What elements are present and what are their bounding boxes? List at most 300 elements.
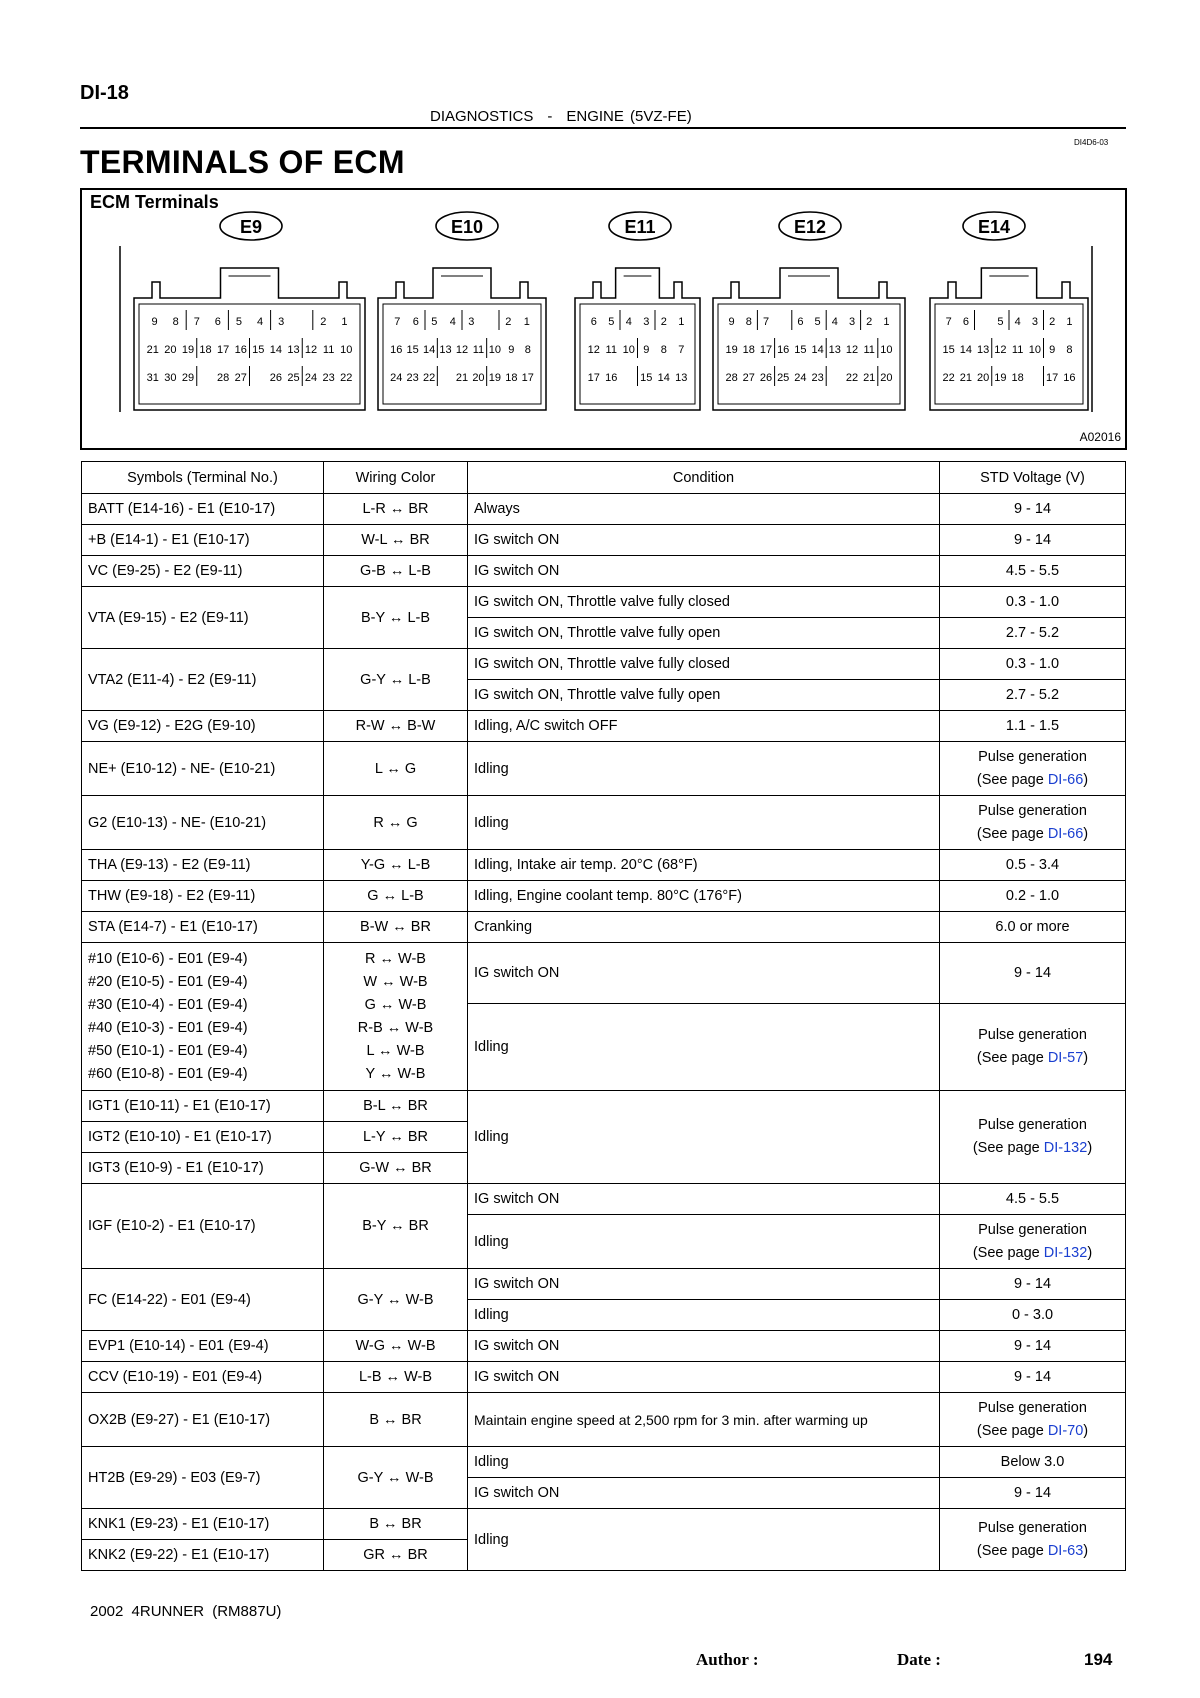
pin-number: 1 (523, 316, 530, 328)
see-page-text: (See page (972, 1140, 1044, 1156)
see-page-text: (See page (976, 771, 1048, 788)
table-row (82, 1362, 1126, 1393)
pulse-text: Pulse generation (978, 1399, 1087, 1416)
cell-voltage: 9 - 14 (940, 943, 1126, 1004)
cell-wire: L-R ↔ BR (324, 494, 468, 525)
doc-code: DI4D6-03 (1074, 138, 1109, 147)
pin-number: 28 (725, 372, 738, 384)
connector-label-e11: E11 (624, 217, 656, 237)
footer-model: 2002 4RUNNER (RM887U) (90, 1603, 282, 1620)
injector-wire: R ↔ W-B (365, 950, 426, 967)
pin-number: 13 (439, 344, 452, 356)
pin-number: 16 (1063, 372, 1076, 384)
cell-symbol: IGF (E10-2) - E1 (E10-17) (82, 1184, 324, 1269)
cell-voltage (940, 1004, 1126, 1091)
pin-number: 9 (508, 344, 515, 356)
cell-wire: B-W ↔ BR (324, 912, 468, 943)
cell-symbol: CCV (E10-19) - E01 (E9-4) (82, 1362, 324, 1393)
cell-condition: IG switch ON (468, 1362, 940, 1393)
table-row (82, 943, 1126, 1004)
cell-voltage: 9 - 14 (940, 1362, 1126, 1393)
cell-voltage (940, 796, 1126, 850)
table-row (82, 587, 1126, 618)
cell-wire: W-G ↔ W-B (324, 1331, 468, 1362)
cell-condition: Maintain engine speed at 2,500 rpm for 3 min. after warming up (468, 1393, 940, 1447)
pin-number: 5 (608, 316, 615, 328)
header-separator: - (547, 108, 553, 125)
page-link[interactable]: DI-66 (1047, 771, 1084, 788)
cell-condition: Idling (468, 796, 940, 850)
ecm-terminals-figure (80, 188, 1127, 450)
cell-symbol: OX2B (E9-27) - E1 (E10-17) (82, 1393, 324, 1447)
cell-voltage (940, 1393, 1126, 1447)
pin-number: 10 (488, 344, 502, 356)
table-row (82, 525, 1126, 556)
pin-number: 15 (252, 344, 265, 356)
injector-wire: R-B ↔ W-B (357, 1019, 434, 1036)
table-row (82, 711, 1126, 742)
page-link[interactable]: DI-66 (1047, 825, 1084, 842)
cell-voltage (940, 742, 1126, 796)
cell-symbol: G2 (E10-13) - NE- (E10-21) (82, 796, 324, 850)
pin-number: 29 (181, 372, 195, 384)
cell-condition: IG switch ON (468, 943, 940, 1004)
cell-condition: IG switch ON, Throttle valve fully open (468, 618, 940, 649)
pin-number: 8 (660, 344, 667, 356)
injector-symbol: #60 (E10-8) - E01 (E9-4) (88, 1065, 248, 1082)
pin-number: 10 (880, 344, 893, 356)
page-number: 194 (1084, 1650, 1113, 1669)
cell-voltage: 0 - 3.0 (940, 1300, 1126, 1331)
cell-voltage: 0.5 - 3.4 (940, 850, 1126, 881)
cell-symbol: IGT3 (E10-9) - E1 (E10-17) (82, 1153, 324, 1184)
cell-wire: G-W ↔ BR (324, 1153, 468, 1184)
pin-number: 15 (942, 344, 955, 356)
table-row (82, 1091, 1126, 1122)
pin-number: 12 (845, 344, 859, 356)
pin-number: 10 (340, 344, 353, 356)
pin-number: 17 (217, 344, 230, 356)
date-label: Date : (897, 1650, 941, 1669)
page-link[interactable]: DI-63 (1047, 1542, 1084, 1559)
see-page-text: (See page (976, 1050, 1048, 1066)
pin-number: 31 (146, 372, 159, 384)
cell-voltage: 9 - 14 (940, 1269, 1126, 1300)
pin-number: 17 (587, 372, 600, 384)
cell-wire (324, 943, 468, 1091)
col-header-symbols: Symbols (Terminal No.) (82, 462, 324, 494)
table-row (82, 912, 1126, 943)
pin-number: 10 (622, 344, 635, 356)
pin-number: 4 (831, 316, 838, 328)
injector-symbol: #50 (E10-1) - E01 (E9-4) (88, 1042, 248, 1059)
running-header (430, 108, 692, 125)
cell-wire: W-L ↔ BR (324, 525, 468, 556)
injector-symbol: #40 (E10-3) - E01 (E9-4) (88, 1019, 248, 1036)
pin-number: 12 (304, 344, 318, 356)
cell-condition: Idling, Intake air temp. 20°C (68°F) (468, 850, 940, 881)
cell-wire: L ↔ G (324, 742, 468, 796)
pin-number: 10 (1028, 344, 1041, 356)
pin-number: 27 (742, 372, 755, 384)
page-link[interactable]: DI-70 (1047, 1422, 1084, 1439)
cell-symbol: VC (E9-25) - E2 (E9-11) (82, 556, 324, 587)
pin-number: 18 (199, 344, 212, 356)
header-rule (80, 127, 1126, 129)
pin-number: 6 (797, 316, 804, 328)
injector-wire: G ↔ W-B (364, 996, 427, 1013)
pin-number: 24 (304, 372, 318, 384)
pin-number: 8 (524, 344, 531, 356)
cell-condition: Idling (468, 742, 940, 796)
pin-number: 18 (1011, 372, 1024, 384)
pin-number: 21 (146, 344, 159, 356)
pin-number: 4 (1014, 316, 1021, 328)
pin-number: 20 (164, 344, 177, 356)
cell-symbol: THA (E9-13) - E2 (E9-11) (82, 850, 324, 881)
pin-number: 16 (234, 344, 247, 356)
pin-number: 8 (745, 316, 752, 328)
table-row (82, 881, 1126, 912)
pin-number: 19 (994, 372, 1007, 384)
cell-wire: B ↔ BR (324, 1509, 468, 1540)
close-paren: ) (1083, 825, 1089, 842)
cell-wire: B-Y ↔ L-B (324, 587, 468, 649)
cell-symbol: HT2B (E9-29) - E03 (E9-7) (82, 1447, 324, 1509)
cell-symbol: VG (E9-12) - E2G (E9-10) (82, 711, 324, 742)
header-section: DIAGNOSTICS (430, 108, 534, 125)
connector-body-e12 (713, 268, 905, 410)
pin-number: 13 (287, 344, 300, 356)
pin-number: 27 (234, 372, 247, 384)
cell-condition: Cranking (468, 912, 940, 943)
cell-wire: B ↔ BR (324, 1393, 468, 1447)
cell-voltage (940, 1091, 1126, 1184)
pin-number: 2 (320, 316, 327, 328)
pin-number: 24 (794, 372, 807, 384)
pin-number: 3 (468, 316, 475, 328)
cell-voltage (940, 1215, 1126, 1269)
cell-symbol: STA (E14-7) - E1 (E10-17) (82, 912, 324, 943)
pin-number: 6 (962, 316, 969, 328)
connector-body-e10 (378, 268, 546, 410)
see-page-text: (See page (972, 1244, 1044, 1261)
cell-condition: Idling (468, 1509, 940, 1571)
pin-number: 7 (945, 316, 952, 328)
cell-symbol: KNK1 (E9-23) - E1 (E10-17) (82, 1509, 324, 1540)
cell-wire: L-Y ↔ BR (324, 1122, 468, 1153)
pin-number: 22 (422, 372, 436, 384)
cell-symbol: NE+ (E10-12) - NE- (E10-21) (82, 742, 324, 796)
close-paren: ) (1087, 1244, 1093, 1261)
cell-condition: IG switch ON (468, 525, 940, 556)
cell-condition: IG switch ON, Throttle valve fully closed (468, 649, 940, 680)
pin-number: 18 (505, 372, 518, 384)
pin-number: 22 (942, 372, 955, 384)
injector-wire: W ↔ W-B (363, 973, 428, 990)
cell-condition: Idling, A/C switch OFF (468, 711, 940, 742)
pin-number: 3 (848, 316, 856, 328)
pin-number: 20 (880, 372, 893, 384)
cell-voltage: 4.5 - 5.5 (940, 556, 1126, 587)
cell-wire: G-Y ↔ W-B (324, 1269, 468, 1331)
pin-number: 4 (256, 316, 264, 328)
table-row (82, 1269, 1126, 1300)
close-paren: ) (1087, 1140, 1093, 1156)
pin-number: 1 (341, 316, 348, 328)
pin-number: 7 (678, 344, 685, 356)
connector-label-e12: E12 (793, 217, 827, 237)
cell-condition: IG switch ON (468, 1269, 940, 1300)
pin-number: 14 (959, 344, 972, 356)
pin-number: 28 (217, 372, 230, 384)
pin-number: 5 (814, 316, 821, 328)
ecm-terminal-table (81, 461, 1126, 1571)
connector-diagram (82, 190, 1125, 448)
cell-voltage: 1.1 - 1.5 (940, 711, 1126, 742)
pin-number: 20 (977, 372, 990, 384)
pin-number: 8 (1066, 344, 1073, 356)
author-label: Author : (696, 1650, 759, 1669)
pin-number: 13 (828, 344, 841, 356)
page-link[interactable]: DI-132 (1043, 1244, 1088, 1261)
cell-condition: Idling (468, 1004, 940, 1091)
cell-wire: G-Y ↔ W-B (324, 1447, 468, 1509)
pin-number: 9 (1049, 344, 1056, 356)
table-header-row (82, 462, 1126, 494)
table-row (82, 1447, 1126, 1478)
page-title: TERMINALS OF ECM (80, 144, 405, 180)
pin-number: 5 (431, 316, 438, 328)
pin-number: 19 (725, 344, 738, 356)
close-paren: ) (1083, 1422, 1089, 1439)
cell-wire: B-L ↔ BR (324, 1091, 468, 1122)
pin-number: 21 (455, 372, 469, 384)
pin-number: 6 (214, 316, 221, 328)
pin-number: 1 (1066, 316, 1073, 328)
pulse-text: Pulse generation (978, 1519, 1087, 1536)
cell-condition: Always (468, 494, 940, 525)
pin-number: 16 (605, 372, 618, 384)
page-link[interactable]: DI-132 (1043, 1140, 1088, 1156)
pin-number: 20 (472, 372, 485, 384)
cell-condition: Idling (468, 1300, 940, 1331)
connector-label-e9: E9 (239, 217, 263, 237)
cell-condition: IG switch ON (468, 556, 940, 587)
pin-number: 19 (488, 372, 502, 384)
cell-symbol: VTA2 (E11-4) - E2 (E9-11) (82, 649, 324, 711)
cell-voltage: 9 - 14 (940, 1478, 1126, 1509)
cell-wire: L-B ↔ W-B (324, 1362, 468, 1393)
cell-voltage (940, 1509, 1126, 1571)
cell-wire: R ↔ G (324, 796, 468, 850)
pin-number: 13 (977, 344, 990, 356)
pulse-text: Pulse generation (978, 1027, 1087, 1043)
cell-wire: GR ↔ BR (324, 1540, 468, 1571)
pin-number: 23 (322, 372, 335, 384)
pin-number: 11 (863, 344, 875, 356)
page-id: DI-18 (80, 82, 129, 104)
cell-voltage: 2.7 - 5.2 (940, 680, 1126, 711)
cell-voltage: 4.5 - 5.5 (940, 1184, 1126, 1215)
header-subsection: ENGINE (5VZ-FE) (566, 108, 692, 125)
pin-number: 15 (794, 344, 807, 356)
pin-number: 1 (678, 316, 685, 328)
pin-number: 5 (997, 316, 1004, 328)
table-row (82, 649, 1126, 680)
pin-number: 23 (811, 372, 824, 384)
pin-number: 12 (994, 344, 1007, 356)
page-link[interactable]: DI-57 (1047, 1050, 1084, 1066)
pin-number: 22 (845, 372, 859, 384)
pin-number: 12 (587, 344, 600, 356)
pin-number: 30 (164, 372, 177, 384)
cell-symbol (82, 943, 324, 1091)
pin-number: 17 (1046, 372, 1059, 384)
cell-symbol: +B (E14-1) - E1 (E10-17) (82, 525, 324, 556)
pin-number: 5 (235, 316, 243, 328)
injector-wire: Y ↔ W-B (365, 1065, 426, 1082)
cell-symbol: IGT2 (E10-10) - E1 (E10-17) (82, 1122, 324, 1153)
pin-number: 13 (675, 372, 688, 384)
pin-number: 17 (521, 372, 534, 384)
close-paren: ) (1083, 771, 1089, 788)
pin-number: 9 (728, 316, 735, 328)
cell-voltage: 9 - 14 (940, 1331, 1126, 1362)
cell-voltage: 0.3 - 1.0 (940, 649, 1126, 680)
pin-number: 9 (643, 344, 650, 356)
connector-label-e10: E10 (450, 217, 484, 237)
cell-symbol: EVP1 (E10-14) - E01 (E9-4) (82, 1331, 324, 1362)
connector-body-e14 (930, 268, 1088, 410)
injector-symbol: #10 (E10-6) - E01 (E9-4) (88, 950, 248, 967)
pin-number: 16 (777, 344, 790, 356)
pin-number: 1 (883, 316, 890, 328)
table-row (82, 494, 1126, 525)
pulse-text: Pulse generation (978, 1221, 1087, 1238)
cell-voltage: 9 - 14 (940, 525, 1126, 556)
cell-symbol: KNK2 (E9-22) - E1 (E10-17) (82, 1540, 324, 1571)
pin-number: 3 (643, 316, 650, 328)
pin-number: 24 (390, 372, 403, 384)
pin-number: 6 (590, 316, 597, 328)
cell-wire: G-Y ↔ L-B (324, 649, 468, 711)
pin-number: 7 (762, 316, 770, 328)
cell-condition: IG switch ON (468, 1184, 940, 1215)
pin-number: 14 (657, 372, 670, 384)
pin-number: 11 (605, 344, 617, 356)
pin-number: 19 (181, 344, 195, 356)
cell-voltage: 9 - 14 (940, 494, 1126, 525)
cell-wire: R-W ↔ B-W (324, 711, 468, 742)
cell-symbol: BATT (E14-16) - E1 (E10-17) (82, 494, 324, 525)
col-header-voltage: STD Voltage (V) (940, 462, 1126, 494)
table-row (82, 1509, 1126, 1540)
table-row (82, 850, 1126, 881)
pin-number: 21 (863, 372, 876, 384)
pin-number: 2 (660, 316, 667, 328)
table-row (82, 556, 1126, 587)
close-paren: ) (1083, 1542, 1089, 1559)
pin-number: 26 (759, 372, 773, 384)
table-row (82, 796, 1126, 850)
pin-number: 2 (505, 316, 512, 328)
injector-wire: L ↔ W-B (366, 1042, 425, 1059)
pin-number: 15 (640, 372, 653, 384)
cell-wire: B-Y ↔ BR (324, 1184, 468, 1269)
pin-number: 9 (151, 316, 158, 328)
pin-number: 11 (322, 344, 335, 356)
cell-voltage: 0.3 - 1.0 (940, 587, 1126, 618)
pin-number: 7 (394, 316, 401, 328)
pin-number: 14 (422, 344, 436, 356)
see-page-text: (See page (976, 825, 1048, 842)
cell-condition: IG switch ON (468, 1331, 940, 1362)
see-page-text: (See page (976, 1542, 1048, 1559)
pin-number: 11 (472, 344, 485, 356)
table-row (82, 1331, 1126, 1362)
cell-voltage: 6.0 or more (940, 912, 1126, 943)
pin-number: 2 (866, 316, 873, 328)
pin-number: 11 (1011, 344, 1024, 356)
pin-number: 25 (777, 372, 790, 384)
cell-symbol: IGT1 (E10-11) - E1 (E10-17) (82, 1091, 324, 1122)
connector-label-e14: E14 (977, 217, 1011, 237)
close-paren: ) (1083, 1050, 1089, 1066)
col-header-wiring: Wiring Color (324, 462, 468, 494)
cell-wire: G-B ↔ L-B (324, 556, 468, 587)
pin-number: 3 (1031, 316, 1038, 328)
cell-symbol: VTA (E9-15) - E2 (E9-11) (82, 587, 324, 649)
cell-voltage: 0.2 - 1.0 (940, 881, 1126, 912)
cell-condition: IG switch ON (468, 1478, 940, 1509)
figure-id: A02016 (1079, 430, 1121, 444)
pin-number: 2 (1049, 316, 1056, 328)
see-page-text: (See page (976, 1422, 1048, 1439)
pin-number: 25 (287, 372, 300, 384)
pin-number: 14 (811, 344, 824, 356)
pin-number: 6 (412, 316, 419, 328)
pin-number: 23 (406, 372, 419, 384)
cell-condition: Idling (468, 1447, 940, 1478)
pin-number: 18 (742, 344, 755, 356)
pin-number: 26 (269, 372, 282, 384)
pin-number: 12 (455, 344, 469, 356)
pin-number: 17 (759, 344, 773, 356)
cell-symbol: FC (E14-22) - E01 (E9-4) (82, 1269, 324, 1331)
cell-condition: Idling (468, 1091, 940, 1184)
cell-condition: IG switch ON, Throttle valve fully open (468, 680, 940, 711)
cell-condition: Idling, Engine coolant temp. 80°C (176°F) (468, 881, 940, 912)
pin-number: 4 (449, 316, 456, 328)
ecm-terminals-label: ECM Terminals (90, 192, 219, 212)
cell-condition: Idling (468, 1215, 940, 1269)
cell-symbol: THW (E9-18) - E2 (E9-11) (82, 881, 324, 912)
table-row (82, 1393, 1126, 1447)
injector-symbol: #20 (E10-5) - E01 (E9-4) (88, 973, 248, 990)
pin-number: 7 (193, 316, 200, 328)
pin-number: 8 (172, 316, 179, 328)
pin-number: 16 (390, 344, 403, 356)
cell-condition: IG switch ON, Throttle valve fully closed (468, 587, 940, 618)
cell-wire: G ↔ L-B (324, 881, 468, 912)
cell-voltage: Below 3.0 (940, 1447, 1126, 1478)
pulse-text: Pulse generation (978, 748, 1087, 765)
pin-number: 3 (278, 316, 285, 328)
pulse-text: Pulse generation (978, 802, 1087, 819)
table-row (82, 1184, 1126, 1215)
table-row (82, 742, 1126, 796)
